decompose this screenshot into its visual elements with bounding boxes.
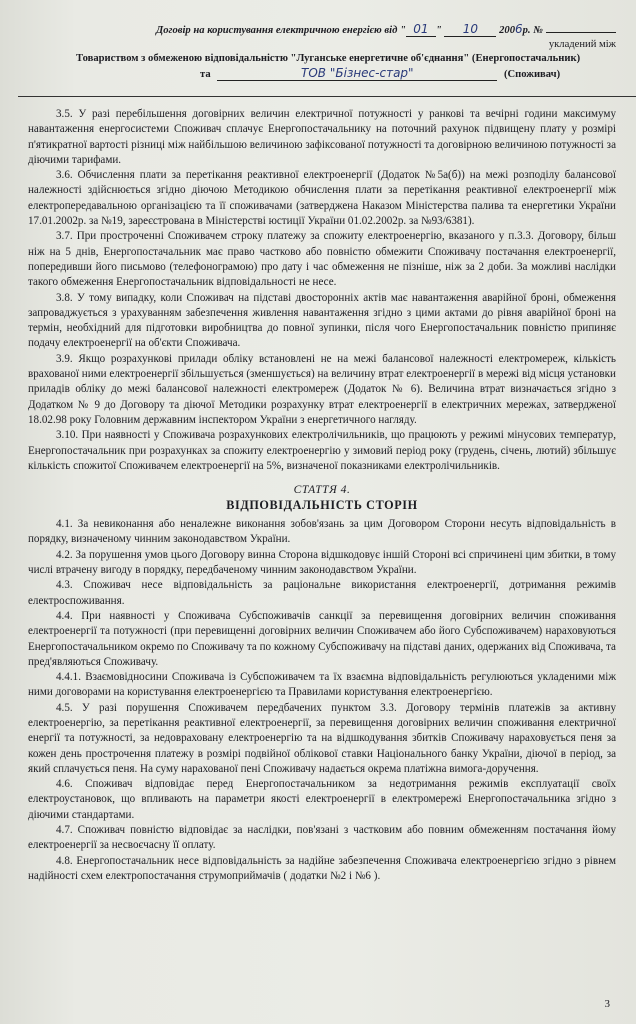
handwritten-day: 01: [406, 22, 436, 37]
paragraph-4-5: 4.5. У разі порушення Споживачем передбачених пунктом 3.3. Договору термінів платежів за активну електроенергію, за перетікання реактивної електроенергії, за перевищення договірних величин споживання електричної енергії та потужності, за недовраховану електроенергію та на відшкодування збитків Споживачу нараховується пеня за кожен день прострочення платежу в розмірі подвійної облікової ставки Національного банку України, діючої в період, за який сплачується пеня. На суму нарахованої пені Споживачу надається окрема платіжна вимога-доручення.: [28, 701, 616, 775]
paragraph-4-2: 4.2. За порушення умов цього Договору винна Сторона відшкодовує іншій Стороні всі спричинені цим збитки, в тому числі втрачену вигоду в порядку, передбаченому чинним законодавством України.: [28, 548, 616, 577]
article-heading: ВІДПОВІДАЛЬНІСТЬ СТОРІН: [226, 498, 418, 513]
header-line-supplier: Товариством з обмеженою відповідальністю "Луганське енергетичне об'єднання" (Енергопостачальник): [76, 53, 581, 64]
contract-body: [28, 107, 616, 884]
and-label: та: [200, 69, 211, 80]
paragraph-3-8: 3.8. У тому випадку, коли Споживач на підставі двосторонніх актів має навантаження аварійної броні, обмеження запроваджується з урахуванням забезпечення живлення навантаження згідно з цими актами до рівня аварійної броні на термін, необхідний для підготовки виробництва до повної зупинки, після чого Енергопостачальник повністю припиняє подачу електроенергії на об'єкти Споживача.: [28, 291, 616, 350]
paragraph-3-9: 3.9. Якщо розрахункові прилади обліку встановлені не на межі балансової належності електромереж, кількість врахованої ними електроенергії збільшується (зменшується) на величину втрат електроенергії в мережі від місця установки приладів обліку до межі балансової належності електромереж (Додаток № 6). Величина втрат визначається згідно з Додатком № 9 до Договору та діючої Методики розрахунку втрат електроенергії в електричних мережах, затвердженої 18.02.98 року Головним державним інспектором України з енергетичного нагляду.: [28, 352, 616, 426]
header-line-consumer: [28, 66, 616, 82]
number-label: р. №: [522, 25, 543, 36]
contract-header: [28, 22, 616, 82]
header-prefix: Договір на користування електричною енергією від ": [156, 25, 406, 36]
handwritten-consumer-name: ТОВ "Бізнес-стар": [217, 66, 497, 81]
paragraph-4-4-1: 4.4.1. Взаємовідносини Споживача із Субспоживачем та їх взаємна відповідальність регулюються укладеними між ними договорами на користування електроенергією та Правилами користування електроенергією.: [28, 671, 616, 699]
paragraph-4-4: 4.4. При наявності у Споживача Субспоживачів санкції за перевищення договірних величин споживання електроенергії та потужності (при перевищенні договірних величин Споживачем або його Субспоживачем) нараховуються Енергопостачальником окремо по Споживачу та по кожному Субспоживачу на підставі даних, одержаних від Споживача, та пред'являються Споживачу.: [28, 609, 616, 668]
paragraph-4-8: 4.8. Енергопостачальник несе відповідальність за надійне забезпечення Споживача електроенергією згідно з рівнем надійності схем електропостачання струмоприймачів ( додатки №2 і №6 ).: [28, 854, 616, 882]
paragraph-3-6: 3.6. Обчислення плати за перетікання реактивної електроенергії (Додаток №5а(б)) на межі розподілу балансової належності здійснюється згідно діючою Методикою обчислення плати за перетікання реактивної електроенергії між електропередавальною організацією та її споживачами (затверджена Наказом Міністерства палива та енергетики України 17.01.2002р. за №19, зареєстрована в Міністерстві юстиції України 01.02.2002р. за №93/6381).: [28, 169, 616, 228]
year-prefix: 200: [499, 25, 515, 36]
paragraph-4-6: 4.6. Споживач відповідає перед Енергопостачальником за недотримання режимів експлуатації своїх електроустановок, що впливають на параметри якості електроенергії в електромережі Енергопостачальника згідно з діючими стандартами.: [28, 778, 616, 821]
header-line-contract: [28, 22, 616, 38]
handwritten-month: 10: [444, 22, 496, 37]
page-number: 3: [604, 998, 610, 1010]
consumer-label: (Споживач): [503, 69, 561, 80]
paragraph-3-5: 3.5. У разі перебільшення договірних величин електричної потужності у ранкові та вечірні години максимуму навантаження енергосистеми Споживач сплачує Енергопостачальнику на поточний рахунок підвищену плату у розмірі п'ятикратної вартості різниці між найбільшою величиною зафіксованої потужності та договірною величиною потужності за діючими тарифами.: [28, 108, 616, 166]
paragraph-4-1: 4.1. За невиконання або неналежне виконання зобов'язань за цим Договором Сторони несуть відповідальність в порядку, визначеному чинним законодавством України.: [28, 518, 616, 546]
paragraph-3-10: 3.10. При наявності у Споживача розрахункових електролічильників, що працюють у режимі мінусових температур, Енергопостачальник при розрахунках за спожиту електроенергію у зимовий період року (грудень, січень, лютий) збільшує кількість спожитої Споживачем електроенергії на 5%, визначеної показниками електролічильників.: [28, 429, 616, 472]
article-number: СТАТТЯ 4.: [293, 483, 351, 497]
paragraph-3-7: 3.7. При простроченні Споживачем строку платежу за спожиту електроенергію, вказаного у п.3.3. Договору, більш ніж на 5 днів, Енергопостачальник має право частково або повністю обмежити Споживачу постачання електроенергії, попередивши його письмово (телефонограмою) про дату і час обмеження не пізніше, ніж за 2 доби. За можливі наслідки такого обмеження Енергопостачальник відповідальності не несе.: [28, 230, 616, 289]
header-divider: [18, 96, 636, 97]
contract-number-blank: [546, 32, 616, 33]
paragraph-4-3: 4.3. Споживач несе відповідальність за раціональне використання електроенергії, дотримання режимів електроспоживання.: [28, 579, 616, 607]
paragraph-4-7: 4.7. Споживач повністю відповідає за наслідки, пов'язані з частковим або повним обмеженням постачання йому електроенергії за несвоєчасну її оплату.: [28, 824, 616, 852]
header-line-concluded: укладений між: [548, 39, 616, 50]
handwritten-year: 6: [514, 22, 523, 36]
header-quote: ": [435, 25, 442, 36]
